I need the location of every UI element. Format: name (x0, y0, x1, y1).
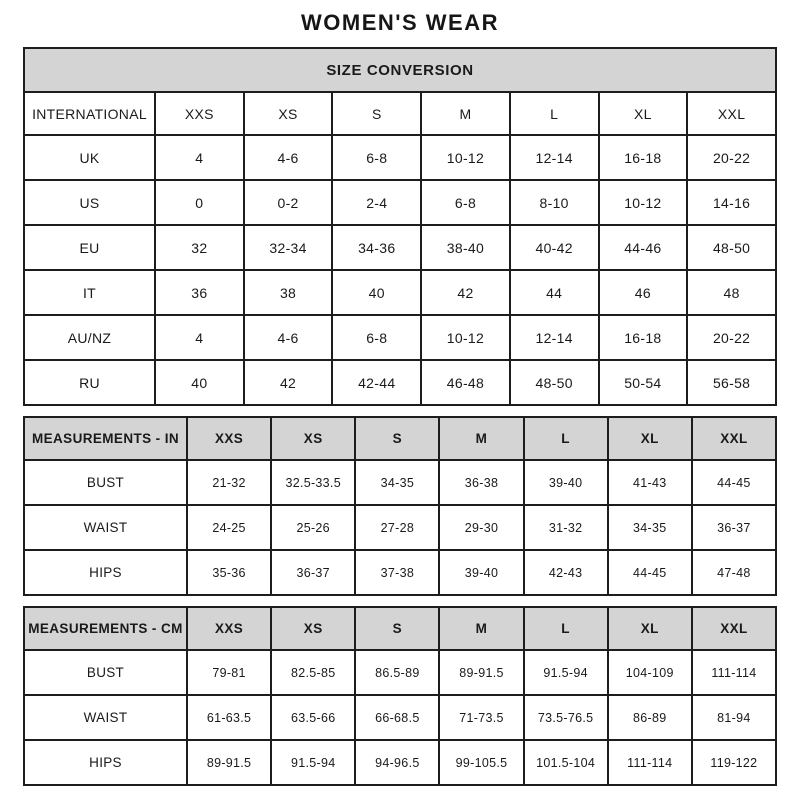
size-chart-page (23, 0, 777, 786)
size-value-cell: 46 (599, 270, 688, 315)
size-value-cell: 40 (155, 360, 244, 405)
size-value-cell: 6-8 (332, 315, 421, 360)
size-value-cell: 56-58 (687, 360, 776, 405)
size-value-cell: 44 (510, 270, 599, 315)
size-conversion-table (23, 47, 777, 406)
row-label: WAIST (24, 505, 187, 550)
size-value-cell: 10-12 (421, 315, 510, 360)
size-value-cell: 34-36 (332, 225, 421, 270)
size-column-header: M (421, 92, 510, 135)
page-title: WOMEN'S WEAR (301, 10, 499, 35)
table-row (24, 135, 776, 180)
size-value-cell: 61-63.5 (187, 695, 271, 740)
size-value-cell: 34-35 (608, 505, 692, 550)
size-column-header: L (524, 417, 608, 460)
size-value-cell: 40-42 (510, 225, 599, 270)
size-value-cell: 40 (332, 270, 421, 315)
size-value-cell: 46-48 (421, 360, 510, 405)
size-value-cell: 29-30 (439, 505, 523, 550)
size-value-cell: 44-45 (608, 550, 692, 595)
table-row (24, 460, 776, 505)
size-value-cell: 0-2 (244, 180, 333, 225)
size-value-cell: 25-26 (271, 505, 355, 550)
size-column-header: S (355, 417, 439, 460)
size-column-header: XS (271, 607, 355, 650)
table-row (24, 550, 776, 595)
size-value-cell: 10-12 (421, 135, 510, 180)
header-row (24, 92, 776, 135)
header-row (24, 417, 776, 460)
size-value-cell: 82.5-85 (271, 650, 355, 695)
size-value-cell: 44-46 (599, 225, 688, 270)
row-label: AU/NZ (24, 315, 155, 360)
size-value-cell: 73.5-76.5 (524, 695, 608, 740)
size-column-header: XXL (692, 607, 776, 650)
table-row (24, 225, 776, 270)
measurements-cm-table (23, 606, 777, 786)
size-value-cell: 42 (421, 270, 510, 315)
size-column-header: M (439, 607, 523, 650)
table-row (24, 505, 776, 550)
size-value-cell: 66-68.5 (355, 695, 439, 740)
size-value-cell: 79-81 (187, 650, 271, 695)
size-value-cell: 36-37 (271, 550, 355, 595)
size-value-cell: 20-22 (687, 315, 776, 360)
size-value-cell: 10-12 (599, 180, 688, 225)
size-column-header: XXS (187, 417, 271, 460)
size-value-cell: 16-18 (599, 315, 688, 360)
size-value-cell: 6-8 (421, 180, 510, 225)
size-column-header: XS (244, 92, 333, 135)
size-value-cell: 86.5-89 (355, 650, 439, 695)
header-row (24, 607, 776, 650)
size-column-header: XXS (187, 607, 271, 650)
size-value-cell: 20-22 (687, 135, 776, 180)
size-value-cell: 4 (155, 135, 244, 180)
size-value-cell: 39-40 (439, 550, 523, 595)
row-label: IT (24, 270, 155, 315)
row-label: HIPS (24, 550, 187, 595)
size-value-cell: 4 (155, 315, 244, 360)
size-value-cell: 14-16 (687, 180, 776, 225)
size-column-header: XXL (692, 417, 776, 460)
size-value-cell: 36 (155, 270, 244, 315)
size-value-cell: 0 (155, 180, 244, 225)
row-label: RU (24, 360, 155, 405)
size-value-cell: 8-10 (510, 180, 599, 225)
size-value-cell: 48 (687, 270, 776, 315)
size-value-cell: 32 (155, 225, 244, 270)
row-label: US (24, 180, 155, 225)
size-value-cell: 24-25 (187, 505, 271, 550)
table-row (24, 650, 776, 695)
size-value-cell: 12-14 (510, 135, 599, 180)
size-value-cell: 32-34 (244, 225, 333, 270)
size-value-cell: 91.5-94 (524, 650, 608, 695)
size-value-cell: 48-50 (687, 225, 776, 270)
row-label: HIPS (24, 740, 187, 785)
size-value-cell: 48-50 (510, 360, 599, 405)
size-value-cell: 27-28 (355, 505, 439, 550)
size-value-cell: 6-8 (332, 135, 421, 180)
table-row (24, 360, 776, 405)
size-value-cell: 86-89 (608, 695, 692, 740)
size-value-cell: 63.5-66 (271, 695, 355, 740)
size-value-cell: 94-96.5 (355, 740, 439, 785)
size-conversion-banner: SIZE CONVERSION (24, 48, 776, 92)
size-value-cell: 89-91.5 (439, 650, 523, 695)
size-value-cell: 41-43 (608, 460, 692, 505)
size-value-cell: 16-18 (599, 135, 688, 180)
size-value-cell: 4-6 (244, 315, 333, 360)
size-column-header: S (355, 607, 439, 650)
size-value-cell: 104-109 (608, 650, 692, 695)
measurements-in-table (23, 416, 777, 596)
size-column-header: S (332, 92, 421, 135)
row-label: BUST (24, 460, 187, 505)
table-row (24, 695, 776, 740)
row-category-header: INTERNATIONAL (24, 92, 155, 135)
size-value-cell: 89-91.5 (187, 740, 271, 785)
row-category-header: MEASUREMENTS - IN (24, 417, 187, 460)
size-value-cell: 44-45 (692, 460, 776, 505)
size-value-cell: 32.5-33.5 (271, 460, 355, 505)
size-column-header: L (524, 607, 608, 650)
size-value-cell: 42 (244, 360, 333, 405)
size-column-header: L (510, 92, 599, 135)
size-value-cell: 2-4 (332, 180, 421, 225)
banner-row (24, 48, 776, 92)
size-value-cell: 71-73.5 (439, 695, 523, 740)
size-value-cell: 34-35 (355, 460, 439, 505)
table-row (24, 180, 776, 225)
row-category-header: MEASUREMENTS - CM (24, 607, 187, 650)
size-value-cell: 12-14 (510, 315, 599, 360)
size-column-header: XXS (155, 92, 244, 135)
size-value-cell: 81-94 (692, 695, 776, 740)
size-column-header: M (439, 417, 523, 460)
size-value-cell: 36-37 (692, 505, 776, 550)
size-value-cell: 99-105.5 (439, 740, 523, 785)
size-column-header: XL (608, 607, 692, 650)
row-label: BUST (24, 650, 187, 695)
size-value-cell: 111-114 (692, 650, 776, 695)
size-value-cell: 36-38 (439, 460, 523, 505)
size-column-header: XXL (687, 92, 776, 135)
size-value-cell: 50-54 (599, 360, 688, 405)
size-value-cell: 21-32 (187, 460, 271, 505)
size-column-header: XL (599, 92, 688, 135)
size-value-cell: 4-6 (244, 135, 333, 180)
table-row (24, 740, 776, 785)
table-row (24, 270, 776, 315)
size-column-header: XL (608, 417, 692, 460)
size-value-cell: 42-43 (524, 550, 608, 595)
size-value-cell: 31-32 (524, 505, 608, 550)
size-column-header: XS (271, 417, 355, 460)
size-value-cell: 42-44 (332, 360, 421, 405)
size-value-cell: 38-40 (421, 225, 510, 270)
size-value-cell: 38 (244, 270, 333, 315)
size-value-cell: 111-114 (608, 740, 692, 785)
size-value-cell: 35-36 (187, 550, 271, 595)
size-value-cell: 39-40 (524, 460, 608, 505)
size-value-cell: 37-38 (355, 550, 439, 595)
row-label: WAIST (24, 695, 187, 740)
size-value-cell: 91.5-94 (271, 740, 355, 785)
table-row (24, 315, 776, 360)
size-value-cell: 101.5-104 (524, 740, 608, 785)
row-label: EU (24, 225, 155, 270)
row-label: UK (24, 135, 155, 180)
size-value-cell: 119-122 (692, 740, 776, 785)
size-value-cell: 47-48 (692, 550, 776, 595)
